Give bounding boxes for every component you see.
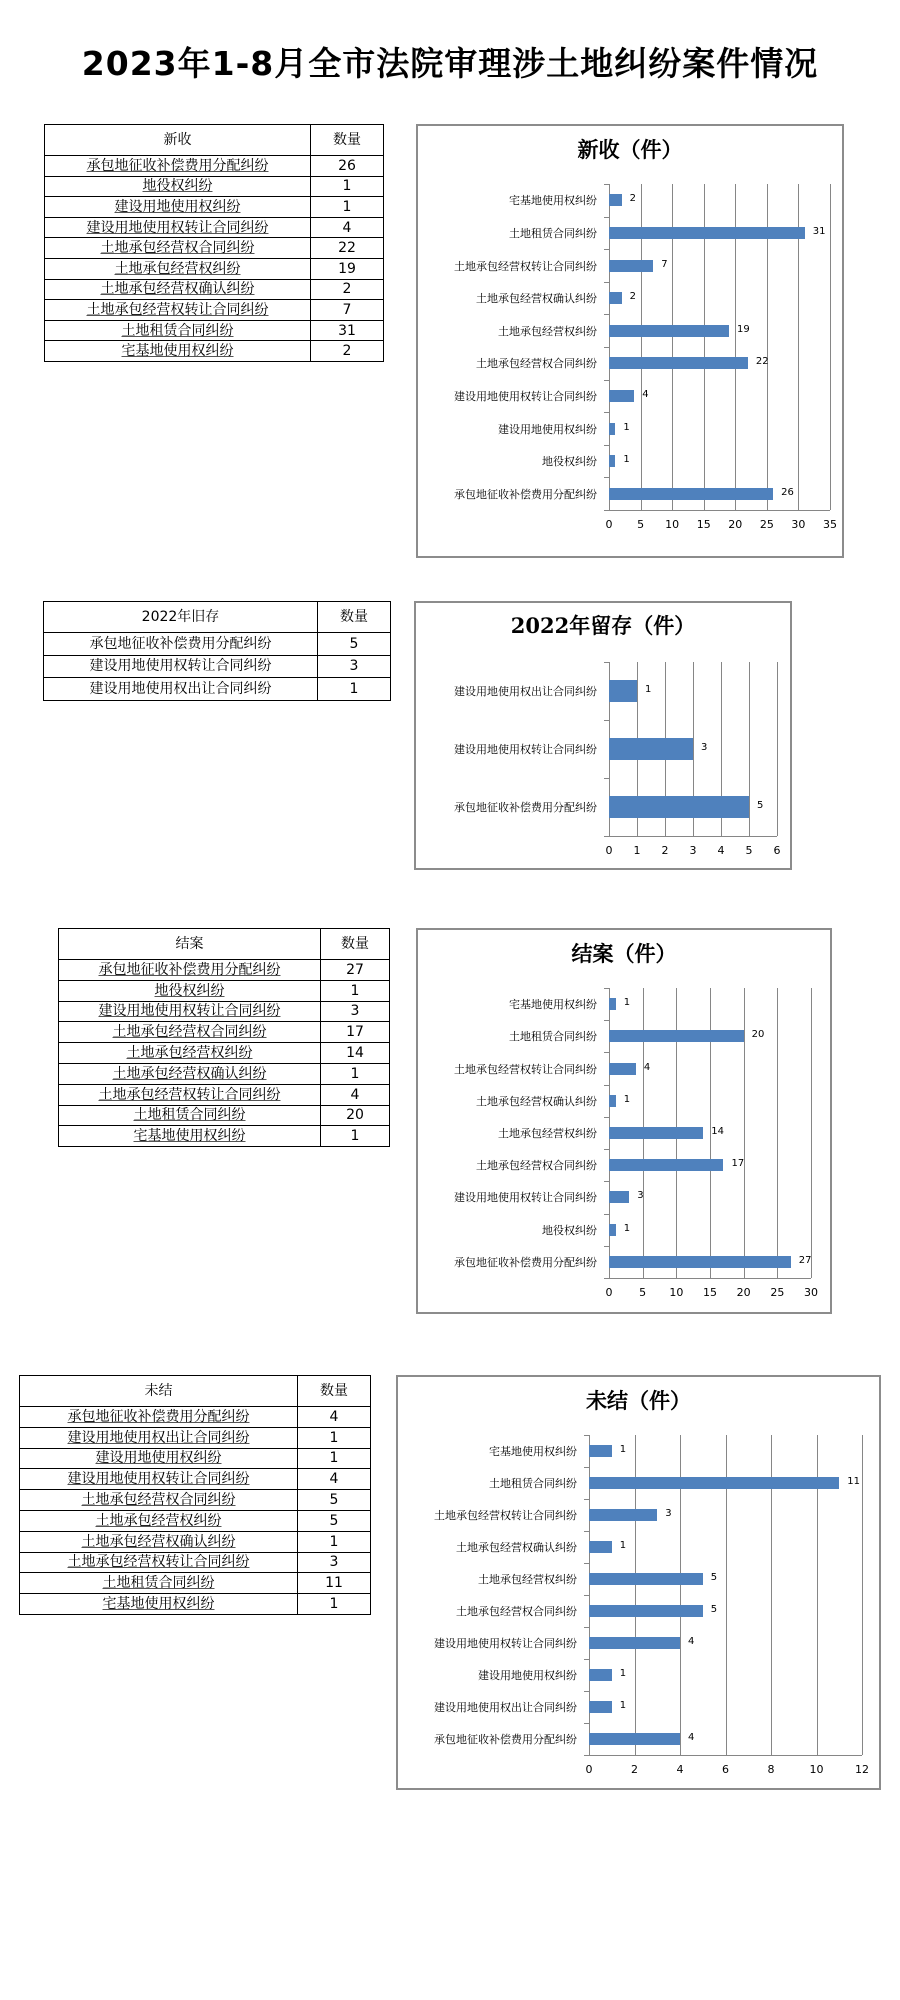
table-2022-pending xyxy=(43,601,391,701)
table-closed-cases xyxy=(58,928,390,1147)
x-tick-label: 10 xyxy=(669,1286,684,1299)
y-tick xyxy=(604,1052,609,1053)
cell-category: 宅基地使用权纠纷 xyxy=(20,1594,298,1615)
table-row xyxy=(59,1043,390,1064)
bar xyxy=(609,325,729,337)
x-tick-label: 25 xyxy=(759,518,774,531)
category-label: 土地承包经营权确认纠纷 xyxy=(456,1541,577,1554)
category-label: 宅基地使用权纠纷 xyxy=(489,1445,577,1458)
cell-category: 土地承包经营权合同纠纷 xyxy=(59,1022,321,1043)
data-label: 3 xyxy=(701,742,708,753)
header-category: 新收 xyxy=(45,125,311,156)
gridline xyxy=(749,662,750,836)
table-header xyxy=(45,125,384,156)
y-tick xyxy=(604,836,609,837)
y-tick xyxy=(604,1181,609,1182)
plot-area xyxy=(605,662,781,857)
y-tick xyxy=(604,380,609,381)
cell-count: 14 xyxy=(321,1043,390,1064)
data-label: 1 xyxy=(619,1700,627,1711)
gridline xyxy=(777,662,778,836)
cell-category: 建设用地使用权转让合同纠纷 xyxy=(45,217,311,238)
data-label: 17 xyxy=(731,1158,745,1170)
table-row xyxy=(45,300,384,321)
cell-category: 承包地征收补偿费用分配纠纷 xyxy=(20,1407,298,1428)
x-tick-label: 0 xyxy=(605,1286,613,1299)
bar xyxy=(589,1477,839,1489)
cell-category: 宅基地使用权纠纷 xyxy=(45,341,311,362)
data-label: 5 xyxy=(710,1572,718,1583)
data-label: 5 xyxy=(710,1604,718,1615)
category-label: 土地承包经营权转让合同纠纷 xyxy=(434,1509,577,1522)
y-tick xyxy=(604,1214,609,1215)
cell-count: 1 xyxy=(321,1063,390,1084)
chart-new-cases xyxy=(416,124,844,558)
x-tick-label: 0 xyxy=(605,844,613,857)
bar xyxy=(589,1637,680,1649)
header-count: 数量 xyxy=(321,929,390,960)
table-open-cases xyxy=(19,1375,371,1615)
x-tick-label: 4 xyxy=(717,844,725,857)
cell-count: 11 xyxy=(298,1573,371,1594)
category-label: 土地承包经营权转让合同纠纷 xyxy=(454,1062,597,1076)
x-axis xyxy=(604,836,777,837)
category-label: 建设用地使用权转让合同纠纷 xyxy=(454,743,597,756)
table-new-cases xyxy=(44,124,384,362)
table-row xyxy=(45,156,384,177)
chart-open-cases xyxy=(396,1375,881,1790)
table-header xyxy=(44,602,391,633)
category-label: 土地承包经营权合同纠纷 xyxy=(476,1159,597,1173)
table-row xyxy=(59,1126,390,1147)
data-label: 2 xyxy=(629,193,636,205)
cell-category: 建设用地使用权转让合同纠纷 xyxy=(20,1469,298,1490)
y-tick xyxy=(604,1020,609,1021)
category-label: 土地承包经营权合同纠纷 xyxy=(456,1605,577,1618)
table-row xyxy=(45,238,384,259)
y-tick xyxy=(604,510,609,511)
x-axis xyxy=(604,1278,811,1279)
cell-count: 5 xyxy=(318,633,391,656)
category-label: 土地承包经营权确认纠纷 xyxy=(476,292,597,306)
cell-category: 土地承包经营权确认纠纷 xyxy=(20,1531,298,1552)
data-label: 3 xyxy=(665,1508,672,1519)
cell-category: 建设用地使用权转让合同纠纷 xyxy=(44,655,318,678)
y-tick xyxy=(604,412,609,413)
cell-category: 土地租赁合同纠纷 xyxy=(59,1105,321,1126)
x-tick-label: 0 xyxy=(605,518,613,531)
cell-count: 4 xyxy=(298,1469,371,1490)
cell-category: 建设用地使用权出让合同纠纷 xyxy=(20,1427,298,1448)
header-category: 结案 xyxy=(59,929,321,960)
table-header xyxy=(20,1376,371,1407)
cell-count: 1 xyxy=(298,1531,371,1552)
table-row xyxy=(45,320,384,341)
table-row xyxy=(20,1407,371,1428)
data-label: 22 xyxy=(755,356,769,368)
data-label: 3 xyxy=(637,1190,644,1202)
table-row xyxy=(20,1531,371,1552)
y-tick xyxy=(604,347,609,348)
bar xyxy=(609,1191,629,1203)
table-row xyxy=(45,341,384,362)
category-label: 宅基地使用权纠纷 xyxy=(509,194,597,208)
cell-count: 1 xyxy=(321,980,390,1001)
category-label: 地役权纠纷 xyxy=(542,1223,597,1237)
x-tick-label: 15 xyxy=(696,518,711,531)
bar xyxy=(609,292,622,304)
bar xyxy=(609,488,773,500)
table-row xyxy=(59,980,390,1001)
bar xyxy=(589,1669,612,1681)
cell-count: 2 xyxy=(311,279,384,300)
cell-count: 1 xyxy=(318,678,391,701)
data-label: 4 xyxy=(688,1732,695,1743)
x-tick-label: 10 xyxy=(809,1763,824,1776)
bar xyxy=(609,455,615,467)
y-tick xyxy=(604,662,609,663)
data-label: 4 xyxy=(642,388,649,400)
cell-count: 1 xyxy=(298,1427,371,1448)
bar xyxy=(609,796,749,818)
cell-category: 承包地征收补偿费用分配纠纷 xyxy=(44,633,318,656)
data-label: 2 xyxy=(629,291,636,303)
cell-category: 土地承包经营权合同纠纷 xyxy=(20,1490,298,1511)
cell-category: 土地承包经营权确认纠纷 xyxy=(59,1063,321,1084)
y-tick xyxy=(604,988,609,989)
cell-category: 土地承包经营权转让合同纠纷 xyxy=(45,300,311,321)
data-label: 31 xyxy=(812,225,826,237)
table-row xyxy=(59,1022,390,1043)
data-label: 1 xyxy=(623,421,630,433)
table-row xyxy=(45,197,384,218)
cell-count: 27 xyxy=(321,960,390,981)
cell-count: 2 xyxy=(311,341,384,362)
table-row xyxy=(20,1573,371,1594)
cell-category: 地役权纠纷 xyxy=(45,176,311,197)
category-label: 土地承包经营权合同纠纷 xyxy=(476,357,597,371)
table-row xyxy=(44,633,391,656)
cell-category: 土地承包经营权纠纷 xyxy=(59,1043,321,1064)
table-row xyxy=(59,1001,390,1022)
bar xyxy=(589,1573,703,1585)
cell-count: 1 xyxy=(298,1448,371,1469)
cell-category: 地役权纠纷 xyxy=(59,980,321,1001)
plot-area xyxy=(605,988,818,1299)
x-axis xyxy=(584,1755,862,1756)
bar xyxy=(609,1224,616,1236)
y-tick xyxy=(584,1595,589,1596)
bar xyxy=(609,998,616,1010)
data-label: 1 xyxy=(645,684,652,695)
cell-category: 土地承包经营权确认纠纷 xyxy=(45,279,311,300)
bar xyxy=(609,423,615,435)
x-tick-label: 6 xyxy=(773,844,781,857)
cell-count: 3 xyxy=(298,1552,371,1573)
table-row xyxy=(45,176,384,197)
x-tick-label: 8 xyxy=(767,1763,775,1776)
data-label: 1 xyxy=(619,1668,627,1679)
y-tick xyxy=(604,778,609,779)
y-tick xyxy=(604,1085,609,1086)
category-label: 宅基地使用权纠纷 xyxy=(509,998,597,1012)
bar xyxy=(609,1159,723,1171)
data-label: 1 xyxy=(619,1540,627,1551)
data-label: 1 xyxy=(623,997,631,1009)
category-label: 土地承包经营权确认纠纷 xyxy=(476,1094,597,1108)
chart-title: 新收（件） xyxy=(577,137,683,162)
category-label: 土地承包经营权转让合同纠纷 xyxy=(454,259,597,273)
table-row xyxy=(59,1105,390,1126)
bar xyxy=(589,1445,612,1457)
y-tick xyxy=(604,1117,609,1118)
bar xyxy=(609,1063,636,1075)
data-label: 1 xyxy=(623,1093,631,1105)
y-tick xyxy=(604,1278,609,1279)
cell-count: 1 xyxy=(311,176,384,197)
bar xyxy=(589,1701,612,1713)
y-tick xyxy=(584,1499,589,1500)
cell-count: 1 xyxy=(311,197,384,218)
data-label: 26 xyxy=(781,486,794,498)
y-tick xyxy=(604,184,609,185)
cell-category: 土地承包经营权转让合同纠纷 xyxy=(20,1552,298,1573)
cell-category: 土地承包经营权转让合同纠纷 xyxy=(59,1084,321,1105)
bar xyxy=(609,194,622,206)
cell-category: 建设用地使用权转让合同纠纷 xyxy=(59,1001,321,1022)
cell-count: 3 xyxy=(321,1001,390,1022)
chart-2022-pending xyxy=(414,601,792,870)
header-count: 数量 xyxy=(298,1376,371,1407)
data-label: 27 xyxy=(798,1254,812,1266)
category-label: 建设用地使用权纠纷 xyxy=(498,422,597,436)
table-row xyxy=(20,1448,371,1469)
page-title: 2023年1-8月全市法院审理涉土地纠纷案件情况 xyxy=(81,44,819,83)
category-label: 承包地征收补偿费用分配纠纷 xyxy=(454,801,597,814)
y-tick xyxy=(604,720,609,721)
bar xyxy=(609,390,634,402)
x-tick-label: 3 xyxy=(689,844,697,857)
table-row xyxy=(20,1552,371,1573)
table-row xyxy=(20,1469,371,1490)
category-label: 承包地征收补偿费用分配纠纷 xyxy=(454,487,597,501)
category-label: 土地租赁合同纠纷 xyxy=(489,1477,577,1490)
y-tick xyxy=(604,249,609,250)
y-tick xyxy=(604,1246,609,1247)
cell-count: 1 xyxy=(298,1594,371,1615)
y-tick xyxy=(584,1435,589,1436)
category-label: 地役权纠纷 xyxy=(542,455,597,469)
table-row xyxy=(20,1510,371,1531)
cell-category: 建设用地使用权纠纷 xyxy=(20,1448,298,1469)
x-tick-label: 1 xyxy=(633,844,641,857)
category-label: 建设用地使用权出让合同纠纷 xyxy=(454,685,597,698)
data-label: 11 xyxy=(847,1476,860,1487)
data-label: 5 xyxy=(757,800,764,811)
cell-count: 3 xyxy=(318,655,391,678)
x-tick-label: 0 xyxy=(585,1763,593,1776)
category-label: 承包地征收补偿费用分配纠纷 xyxy=(454,1255,597,1269)
x-tick-label: 4 xyxy=(676,1763,684,1776)
cell-count: 7 xyxy=(311,300,384,321)
y-tick xyxy=(604,1149,609,1150)
x-tick-label: 5 xyxy=(745,844,753,857)
cell-count: 31 xyxy=(311,320,384,341)
x-tick-label: 20 xyxy=(728,518,743,531)
x-tick-label: 6 xyxy=(722,1763,729,1776)
gridline xyxy=(830,184,831,510)
y-tick xyxy=(604,217,609,218)
cell-category: 建设用地使用权纠纷 xyxy=(45,197,311,218)
cell-category: 土地承包经营权合同纠纷 xyxy=(45,238,311,259)
y-tick xyxy=(584,1467,589,1468)
cell-category: 承包地征收补偿费用分配纠纷 xyxy=(59,960,321,981)
cell-count: 4 xyxy=(311,217,384,238)
header-category: 未结 xyxy=(20,1376,298,1407)
cell-category: 土地租赁合同纠纷 xyxy=(45,320,311,341)
y-tick xyxy=(584,1755,589,1756)
bar xyxy=(609,260,653,272)
table-row xyxy=(44,655,391,678)
table-header xyxy=(59,929,390,960)
bar xyxy=(609,357,748,369)
category-label: 建设用地使用权出让合同纠纷 xyxy=(434,1701,577,1714)
bar xyxy=(609,1256,791,1268)
y-tick xyxy=(584,1659,589,1660)
table-row xyxy=(59,1063,390,1084)
cell-category: 土地承包经营权纠纷 xyxy=(20,1510,298,1531)
category-label: 土地租赁合同纠纷 xyxy=(509,1030,597,1044)
cell-category: 宅基地使用权纠纷 xyxy=(59,1126,321,1147)
cell-category: 土地租赁合同纠纷 xyxy=(20,1573,298,1594)
table-row xyxy=(45,217,384,238)
bar xyxy=(609,680,637,702)
bar xyxy=(589,1605,703,1617)
category-label: 土地承包经营权纠纷 xyxy=(498,1127,597,1140)
x-tick-label: 5 xyxy=(639,1286,647,1299)
data-label: 14 xyxy=(711,1126,724,1137)
category-label: 建设用地使用权转让合同纠纷 xyxy=(454,1191,597,1205)
category-label: 建设用地使用权纠纷 xyxy=(478,1669,577,1682)
chart-title: 未结（件） xyxy=(586,1388,691,1413)
x-tick-label: 10 xyxy=(665,518,680,531)
data-label: 7 xyxy=(661,258,668,270)
category-label: 承包地征收补偿费用分配纠纷 xyxy=(434,1733,577,1746)
bar xyxy=(609,738,693,760)
data-label: 20 xyxy=(751,1029,765,1041)
y-tick xyxy=(584,1723,589,1724)
y-tick xyxy=(584,1691,589,1692)
data-label: 1 xyxy=(623,454,630,466)
bar xyxy=(589,1509,657,1521)
x-tick-label: 2 xyxy=(631,1763,638,1776)
gridline xyxy=(811,988,812,1278)
data-label: 1 xyxy=(623,1222,631,1234)
gridline xyxy=(744,988,745,1278)
bar xyxy=(609,1095,616,1107)
x-tick-label: 30 xyxy=(804,1286,818,1299)
x-tick-label: 20 xyxy=(736,1286,751,1299)
bar xyxy=(609,1030,744,1042)
cell-count: 17 xyxy=(321,1022,390,1043)
gridline xyxy=(777,988,778,1278)
y-tick xyxy=(584,1627,589,1628)
table-row xyxy=(20,1490,371,1511)
cell-count: 1 xyxy=(321,1126,390,1147)
chart-closed-cases xyxy=(416,928,832,1314)
header-count: 数量 xyxy=(311,125,384,156)
x-tick-label: 2 xyxy=(661,844,669,857)
data-label: 19 xyxy=(736,323,750,335)
bar xyxy=(589,1733,680,1745)
cell-count: 4 xyxy=(321,1084,390,1105)
y-tick xyxy=(584,1531,589,1532)
x-tick-label: 12 xyxy=(855,1763,869,1776)
table-row xyxy=(44,678,391,701)
plot-area xyxy=(585,1435,869,1776)
cell-category: 土地承包经营权纠纷 xyxy=(45,258,311,279)
cell-category: 建设用地使用权出让合同纠纷 xyxy=(44,678,318,701)
x-tick-label: 5 xyxy=(637,518,645,531)
table-row xyxy=(20,1427,371,1448)
table-row xyxy=(20,1594,371,1615)
y-tick xyxy=(604,445,609,446)
bar xyxy=(609,1127,703,1139)
y-tick xyxy=(604,282,609,283)
chart-title: 结案（件） xyxy=(571,941,677,966)
header-category: 2022年旧存 xyxy=(44,602,318,633)
data-label: 1 xyxy=(619,1444,627,1455)
cell-category: 承包地征收补偿费用分配纠纷 xyxy=(45,156,311,177)
category-label: 土地承包经营权纠纷 xyxy=(478,1573,577,1586)
bar xyxy=(589,1541,612,1553)
chart-title: 2022年留存（件） xyxy=(510,613,696,638)
cell-count: 5 xyxy=(298,1510,371,1531)
x-tick-label: 15 xyxy=(703,1286,717,1299)
x-axis xyxy=(604,510,830,511)
cell-count: 19 xyxy=(311,258,384,279)
data-label: 4 xyxy=(688,1636,695,1647)
bar xyxy=(609,227,805,239)
cell-count: 4 xyxy=(298,1407,371,1428)
cell-count: 22 xyxy=(311,238,384,259)
x-tick-label: 25 xyxy=(770,1286,785,1299)
y-tick xyxy=(584,1563,589,1564)
header-count: 数量 xyxy=(318,602,391,633)
gridline xyxy=(862,1435,863,1755)
data-label: 4 xyxy=(643,1061,651,1073)
cell-count: 26 xyxy=(311,156,384,177)
table-row xyxy=(59,960,390,981)
category-label: 建设用地使用权转让合同纠纷 xyxy=(434,1637,577,1650)
y-tick xyxy=(604,477,609,478)
x-tick-label: 35 xyxy=(823,518,837,531)
y-tick xyxy=(604,314,609,315)
plot-area xyxy=(605,184,837,531)
category-label: 建设用地使用权转让合同纠纷 xyxy=(454,389,597,403)
cell-count: 20 xyxy=(321,1105,390,1126)
category-label: 土地租赁合同纠纷 xyxy=(509,226,597,240)
table-row xyxy=(45,258,384,279)
cell-count: 5 xyxy=(298,1490,371,1511)
table-row xyxy=(59,1084,390,1105)
x-tick-label: 30 xyxy=(791,518,806,531)
table-row xyxy=(45,279,384,300)
category-label: 土地承包经营权纠纷 xyxy=(498,324,597,338)
